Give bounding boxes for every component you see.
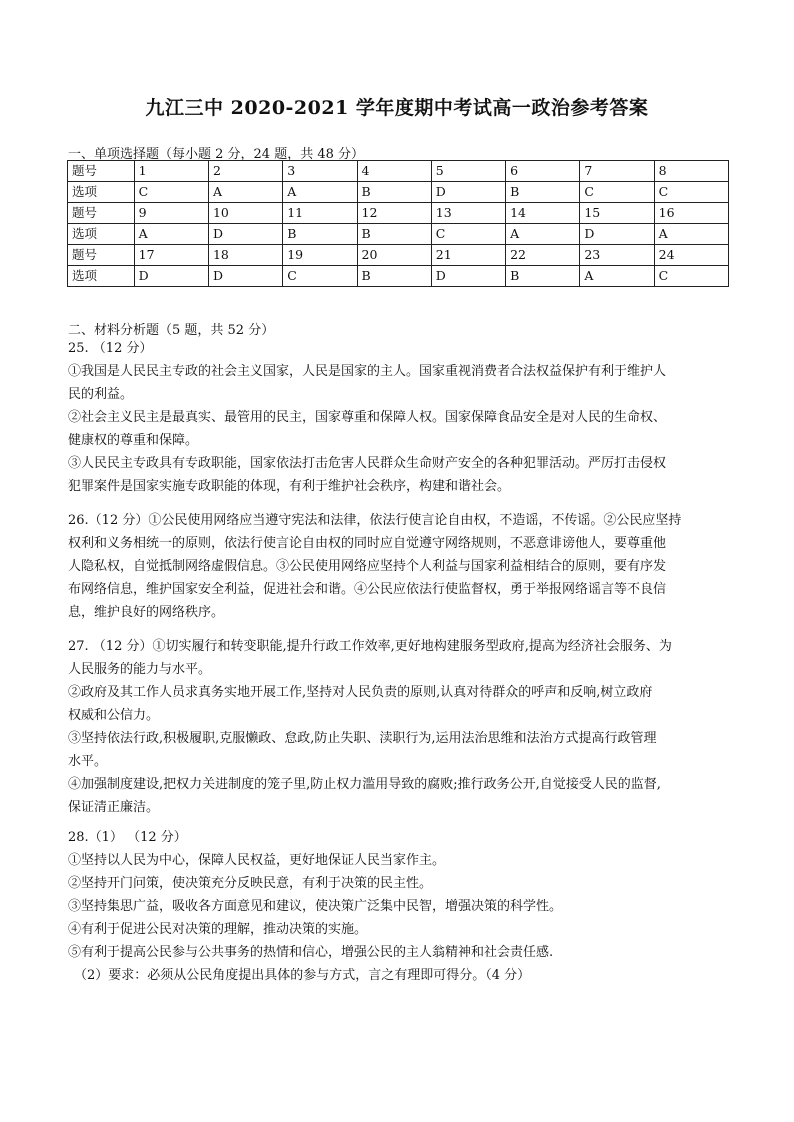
- q26-line: 人隐私权，自觉抵制网络虚假信息。③公民使用网络应坚持个人利益与国家利益相结合的原则，要有序发: [68, 559, 667, 574]
- row-label: 选项: [68, 224, 135, 245]
- table-cell: B: [357, 182, 431, 203]
- q28-line: （2）要求：必须从公民角度提出具体的参与方式，言之有理即可得分。（4 分）: [74, 968, 531, 983]
- table-cell: B: [283, 224, 357, 245]
- q25-line: 民的利益。: [68, 387, 134, 402]
- section1-heading: 一、单项选择题（每小题 2 分，24 题，共 48 分）: [68, 147, 365, 162]
- q25-line: 犯罪案件是国家实施专政职能的体现，有利于维护社会秩序，构建和谐社会。: [68, 479, 511, 494]
- q25-line: ②社会主义民主是最真实、最管用的民主，国家尊重和保障人权。国家保障食品安全是对人民的生命权、: [68, 410, 667, 425]
- q26-line: 布网络信息，维护国家安全利益，促进社会和谐。④公民应依法行使监督权，勇于举报网络谣言等不良信: [68, 582, 667, 597]
- table-cell: A: [580, 266, 654, 287]
- table-cell: 12: [357, 203, 431, 224]
- q26-line: 息，维护良好的网络秩序。: [68, 605, 225, 620]
- q28-line: 28.（1） （12 分）: [68, 830, 187, 845]
- row-label: 题号: [68, 161, 135, 182]
- table-row: [68, 245, 729, 266]
- table-cell: C: [134, 182, 208, 203]
- q28-line: ②坚持开门问策，使决策充分反映民意，有利于决策的民主性。: [68, 876, 433, 891]
- q27-line: 27. （12 分）①切实履行和转变职能,提升行政工作效率,更好地构建服务型政府,提高为经济社会服务、为: [68, 639, 672, 654]
- q27-line: 水平。: [68, 754, 108, 769]
- table-cell: 20: [357, 245, 431, 266]
- table-cell: 10: [208, 203, 282, 224]
- table-row: [68, 266, 729, 287]
- section2-heading: 二、材料分析题（5 题，共 52 分）: [68, 323, 275, 338]
- q27-line: ③坚持依法行政,积极履职,克服懒政、怠政,防止失职、渎职行为,运用法治思维和法治方式提高行政管理: [68, 731, 657, 746]
- table-cell: 9: [134, 203, 208, 224]
- table-cell: 17: [134, 245, 208, 266]
- table-cell: C: [654, 266, 728, 287]
- table-cell: C: [654, 182, 728, 203]
- table-cell: 8: [654, 161, 728, 182]
- table-cell: B: [357, 266, 431, 287]
- table-cell: 4: [357, 161, 431, 182]
- table-row: [68, 182, 729, 203]
- table-cell: A: [283, 182, 357, 203]
- table-cell: C: [580, 182, 654, 203]
- table-cell: 18: [208, 245, 282, 266]
- row-label: 题号: [68, 203, 135, 224]
- page-title: 九江三中 2020-2021 学年度期中考试高一政治参考答案: [145, 97, 649, 119]
- table-cell: B: [357, 224, 431, 245]
- q27-line: 权威和公信力。: [68, 708, 160, 723]
- table-cell: D: [431, 266, 505, 287]
- row-label: 选项: [68, 182, 135, 203]
- q27-line: 人民服务的能力与水平。: [68, 662, 212, 677]
- table-row: [68, 224, 729, 245]
- question-26-answer: [68, 509, 728, 624]
- q26-line: 26.（12 分）①公民使用网络应当遵守宪法和法律，依法行使言论自由权，不造谣，不传谣。②公民应坚持: [68, 513, 682, 528]
- table-cell: 22: [506, 245, 580, 266]
- table-cell: B: [506, 182, 580, 203]
- table-cell: 16: [654, 203, 728, 224]
- table-cell: D: [208, 266, 282, 287]
- table-row: [68, 161, 729, 182]
- table-cell: A: [506, 224, 580, 245]
- table-cell: 21: [431, 245, 505, 266]
- table-cell: 1: [134, 161, 208, 182]
- q28-line: ⑤有利于提高公民参与公共事务的热情和信心，增强公民的主人翁精神和社会责任感.: [68, 945, 554, 960]
- q27-line: ②政府及其工作人员求真务实地开展工作,坚持对人民负责的原则,认真对待群众的呼声和反响,树立政府: [68, 685, 653, 700]
- table-cell: C: [431, 224, 505, 245]
- q25-header: 25. （12 分）: [68, 341, 153, 356]
- table-cell: 14: [506, 203, 580, 224]
- row-label: 题号: [68, 245, 135, 266]
- table-cell: 2: [208, 161, 282, 182]
- table-cell: 7: [580, 161, 654, 182]
- table-cell: C: [283, 266, 357, 287]
- table-cell: 3: [283, 161, 357, 182]
- table-cell: D: [431, 182, 505, 203]
- table-cell: D: [208, 224, 282, 245]
- table-cell: 11: [283, 203, 357, 224]
- table-cell: 23: [580, 245, 654, 266]
- q28-line: ①坚持以人民为中心，保障人民权益，更好地保证人民当家作主。: [68, 853, 446, 868]
- q25-line: ③人民民主专政具有专政职能，国家依法打击危害人民群众生命财产安全的各种犯罪活动。严厉打击侵权: [68, 456, 667, 471]
- q27-line: ④加强制度建设,把权力关进制度的笼子里,防止权力滥用导致的腐败;推行政务公开,自觉接受人民的监督,: [68, 777, 661, 792]
- question-27-answer: [68, 635, 728, 819]
- answer-table: [67, 160, 729, 287]
- table-cell: B: [506, 266, 580, 287]
- row-label: 选项: [68, 266, 135, 287]
- table-cell: 13: [431, 203, 505, 224]
- question-25-answer: [68, 337, 728, 498]
- table-cell: 24: [654, 245, 728, 266]
- table-cell: 19: [283, 245, 357, 266]
- table-row: [68, 203, 729, 224]
- table-cell: D: [580, 224, 654, 245]
- table-cell: 6: [506, 161, 580, 182]
- q28-line: ③坚持集思广益，吸收各方面意见和建议，使决策广泛集中民智，增强决策的科学性。: [68, 899, 563, 914]
- table-cell: A: [208, 182, 282, 203]
- q25-line: ①我国是人民民主专政的社会主义国家，人民是国家的主人。国家重视消费者合法权益保护有利于维护人: [68, 364, 667, 379]
- table-cell: 15: [580, 203, 654, 224]
- q25-line: 健康权的尊重和保障。: [68, 433, 199, 448]
- table-cell: D: [134, 266, 208, 287]
- question-28-answer: [68, 826, 728, 987]
- table-cell: A: [654, 224, 728, 245]
- table-cell: 5: [431, 161, 505, 182]
- q28-line: ④有利于促进公民对决策的理解，推动决策的实施。: [68, 922, 368, 937]
- table-cell: A: [134, 224, 208, 245]
- q26-line: 权利和义务相统一的原则，依法行使言论自由权的同时应自觉遵守网络规则，不恶意诽谤他人，要尊重他: [68, 536, 667, 551]
- q27-line: 保证清正廉洁。: [68, 800, 160, 815]
